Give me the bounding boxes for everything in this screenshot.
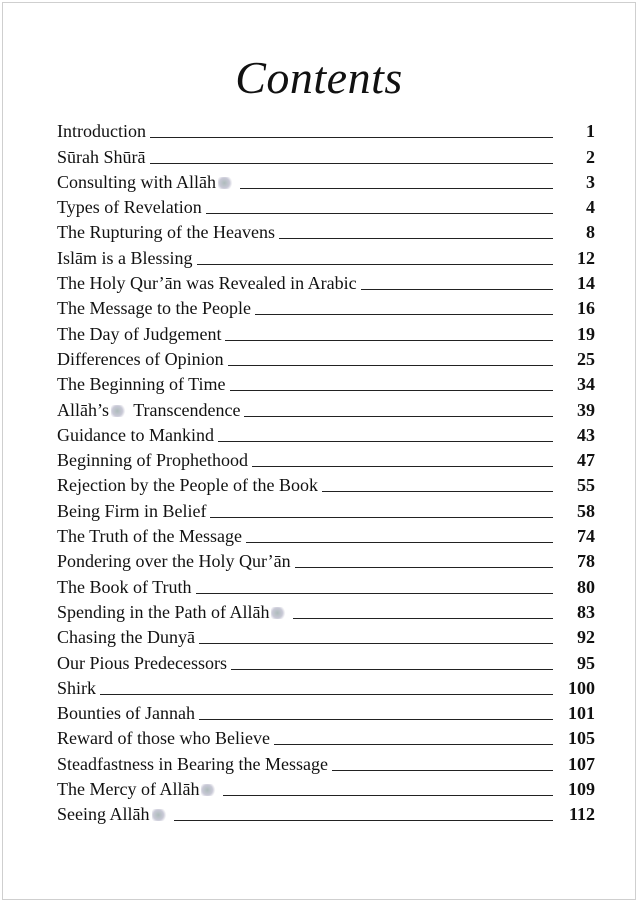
toc-entry[interactable] [57,142,595,167]
toc-entry-page: 74 [577,526,595,547]
toc-entry-page: 8 [586,222,595,243]
toc-entry-title: The Message to the People [57,298,251,319]
toc-entry-title: Rejection by the People of the Book [57,475,318,496]
toc-entry-page: 34 [577,374,595,395]
toc-entry-page: 4 [586,197,595,218]
toc-entry-title: Beginning of Prophethood [57,450,248,471]
toc-entry[interactable] [57,370,595,395]
document-page [2,2,636,900]
toc-entry[interactable] [57,572,595,597]
leader-line [295,566,553,568]
toc-entry[interactable] [57,623,595,648]
toc-entry-title: Introduction [57,121,146,142]
toc-entry[interactable] [57,243,595,268]
leader-line [228,364,553,366]
toc-entry-page: 19 [577,323,595,344]
toc-entry[interactable] [57,345,595,370]
toc-entry[interactable] [57,749,595,774]
toc-entry-page: 1 [586,121,595,142]
toc-entry-title: Shirk [57,677,97,698]
toc-entry-title: Being Firm in Belief [57,500,207,521]
leader-line [274,743,553,745]
leader-line [225,339,553,341]
toc-entry[interactable] [57,218,595,243]
toc-entry-title: The Beginning of Time [57,374,226,395]
toc-entry-title: The Truth of the Message [57,526,242,547]
honorific-glyph-icon [271,607,287,619]
toc-entry[interactable] [57,775,595,800]
toc-entry-title: The Rupturing of the Heavens [57,222,275,243]
toc-entry-title: The Holy Qur’ān was Revealed in Arabic [57,273,357,294]
toc-entry-page: 2 [586,146,595,167]
toc-entry-page: 14 [577,273,595,294]
toc-entry-title: Reward of those who Believe [57,728,270,749]
leader-line [199,642,553,644]
leader-line [218,440,553,442]
leader-line [206,212,553,214]
toc-entry-page: 92 [577,627,595,648]
leader-line [196,592,553,594]
toc-entry-title: Spending in the Path of Allāh [57,602,289,623]
toc-entry[interactable] [57,471,595,496]
toc-entry[interactable] [57,395,595,420]
leader-line [240,187,553,189]
toc-entry[interactable] [57,598,595,623]
honorific-glyph-icon [218,177,234,189]
toc-entry[interactable] [57,547,595,572]
toc-entry-title: Islām is a Blessing [57,247,193,268]
leader-line [244,415,553,417]
table-of-contents [57,117,595,825]
leader-line [174,819,554,821]
toc-entry[interactable] [57,699,595,724]
leader-line [361,288,553,290]
honorific-glyph-icon [152,809,168,821]
toc-entry-page: 95 [577,652,595,673]
toc-entry-page: 107 [568,753,595,774]
toc-entry[interactable] [57,193,595,218]
toc-entry-title: Types of Revelation [57,197,202,218]
toc-entry-page: 3 [586,171,595,192]
toc-entry-page: 78 [577,551,595,572]
toc-entry[interactable] [57,319,595,344]
leader-line [322,490,553,492]
leader-line [100,693,553,695]
toc-entry[interactable] [57,724,595,749]
toc-entry[interactable] [57,446,595,471]
toc-entry-page: 39 [577,399,595,420]
page-title: Contents [235,52,403,103]
toc-entry-page: 12 [577,247,595,268]
toc-entry-title: Our Pious Predecessors [57,652,227,673]
toc-entry-title: Seeing Allāh [57,804,170,825]
leader-line [293,617,553,619]
toc-entry-page: 105 [568,728,595,749]
toc-entry[interactable] [57,168,595,193]
honorific-glyph-icon [201,784,217,796]
toc-entry-title: Guidance to Mankind [57,424,214,445]
leader-line [246,541,553,543]
toc-entry-title: The Book of Truth [57,576,192,597]
leader-line [255,313,553,315]
leader-line [210,516,553,518]
toc-entry-title: Allāh’s Transcendence [57,399,241,420]
toc-entry-page: 47 [577,450,595,471]
toc-entry[interactable] [57,800,595,825]
toc-entry-title: Sūrah Shūrā [57,146,146,167]
toc-entry[interactable] [57,522,595,547]
toc-entry-title: Differences of Opinion [57,348,224,369]
toc-entry-page: 25 [577,348,595,369]
toc-entry[interactable] [57,117,595,142]
toc-entry-page: 109 [568,779,595,800]
leader-line [279,237,553,239]
leader-line [252,465,553,467]
leader-line [197,263,554,265]
leader-line [150,162,554,164]
toc-entry[interactable] [57,674,595,699]
toc-entry-title: The Day of Judgement [57,323,222,344]
leader-line [230,389,553,391]
leader-line [199,718,553,720]
toc-entry-page: 80 [577,576,595,597]
leader-line [150,136,553,138]
leader-line [332,769,553,771]
toc-entry[interactable] [57,421,595,446]
toc-entry-page: 55 [577,475,595,496]
toc-entry-page: 100 [568,677,595,698]
honorific-glyph-icon [111,405,127,417]
toc-entry-title: Bounties of Jannah [57,703,195,724]
toc-entry-title: The Mercy of Allāh [57,779,219,800]
toc-entry-page: 58 [577,500,595,521]
toc-entry-page: 43 [577,424,595,445]
toc-entry[interactable] [57,294,595,319]
toc-entry-page: 112 [568,804,595,825]
toc-entry-title: Consulting with Allāh [57,172,236,193]
toc-entry[interactable] [57,648,595,673]
toc-entry-title: Chasing the Dunyā [57,627,195,648]
toc-entry-title: Pondering over the Holy Qur’ān [57,551,291,572]
leader-line [231,668,553,670]
toc-entry[interactable] [57,496,595,521]
toc-entry-page: 16 [577,298,595,319]
toc-entry-page: 83 [577,601,595,622]
toc-entry-page: 101 [568,703,595,724]
toc-entry[interactable] [57,269,595,294]
toc-entry-title: Steadfastness in Bearing the Message [57,753,328,774]
leader-line [223,794,553,796]
